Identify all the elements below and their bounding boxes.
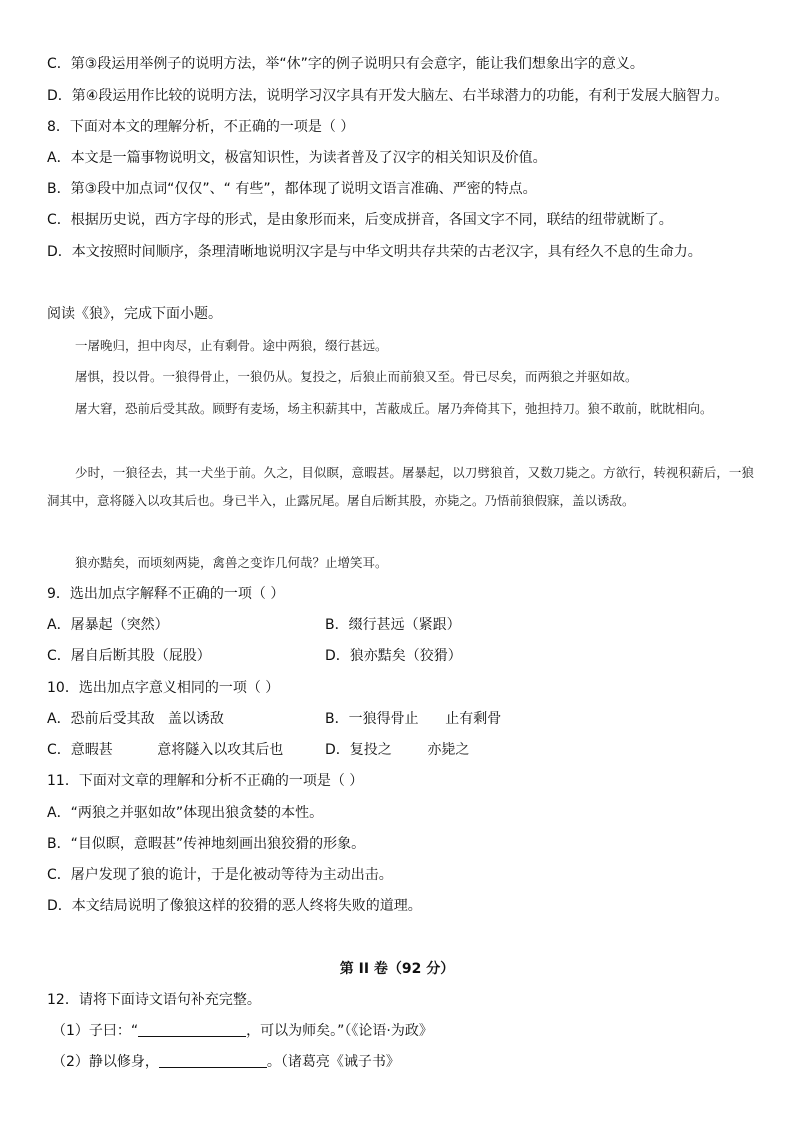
q11-option-d: D．本文结局说明了像狼这样的狡猾的恶人终将失败的道理。 (47, 898, 422, 914)
q11-option-c: C．屠户发现了狼的诡计，于是化被动等待为主动出击。 (47, 867, 393, 883)
q9-option-a: A．屠暴起（突然） (47, 617, 169, 633)
q12-item-1 (52, 1021, 754, 1041)
q9-option-c: C．屠自后断其股（屁股） (47, 648, 211, 664)
passage-paragraph-4: 少时，一狼径去，其一犬坐于前。久之，目似瞑，意暇甚。屠暴起，以刀劈狼首，又数刀毙之。方欲行，转视积薪后，一狼洞其中，意将隧入以攻其后也。身已半入，止露尻尾。屠自后断其股，亦毙之。乃悟前狼假寐，盖以诱敌。 (47, 465, 754, 508)
q10-option-d: D．复投之 亦毙之 (325, 742, 470, 758)
q11-option-a: A．“两狼之并驱如故”体现出狼贪婪的本性。 (47, 805, 324, 821)
q8-option-b: B．第③段中加点词“仅仅”、“ 有些”，都体现了说明文语言准确、严密的特点。 (47, 181, 537, 197)
q11-option-b: B．“目似瞑，意暇甚”传神地刻画出狼狡猾的形象。 (47, 836, 366, 852)
part-two-heading: 第 II 卷（92 分） (339, 961, 455, 977)
q12-item-2-prefix: （2）静以修身， (52, 1054, 159, 1070)
q8-option-c: C．根据历史说，西方字母的形式，是由象形而来，后变成拼音，各国文字不同，联结的纽带就断了。 (47, 212, 673, 228)
q9-option-b: B．缀行甚远（紧跟） (325, 617, 461, 633)
passage-paragraph-5: 狼亦黠矣，而顷刻两毙，禽兽之变诈几何哉？止增笑耳。 (75, 555, 388, 570)
q10-stem: 10．选出加点字意义相同的一项（ ） (47, 680, 280, 696)
q12-item-1-suffix: ，可以为师矣。”（《论语·为政》 (246, 1023, 433, 1039)
passage-paragraph-3: 屠大窘，恐前后受其敌。顾野有麦场，场主积薪其中，苫蔽成丘。屠乃奔倚其下，弛担持刀。狼不敢前，眈眈相向。 (75, 401, 713, 416)
q9-option-d: D．狼亦黠矣（狡猾） (325, 648, 462, 664)
q9-stem: 9．选出加点字解释不正确的一项（ ） (47, 586, 285, 602)
q10-option-a: A．恐前后受其敌 盖以诱敌 (47, 711, 224, 727)
q7-option-c: C．第③段运用举例子的说明方法，举“休”字的例子说明只有会意字，能让我们想象出字的意义。 (47, 56, 644, 72)
q12-item-1-prefix: （1）子曰：“ (52, 1023, 139, 1039)
q12-item-2-blank[interactable] (159, 1053, 267, 1068)
q7-option-d: D．第④段运用作比较的说明方法，说明学习汉字具有开发大脑左、右半球潜力的功能，有利于发展大脑智力。 (47, 88, 729, 104)
q10-option-b: B．一狼得骨止 止有剩骨 (325, 711, 502, 727)
q12-item-2-suffix: 。（诸葛亮《诫子书》 (266, 1054, 400, 1070)
q10-option-c: C．意暇甚 意将隧入以攻其后也 (47, 742, 284, 758)
passage-paragraph-2: 屠惧，投以骨。一狼得骨止，一狼仍从。复投之，后狼止而前狼又至。骨已尽矣，而两狼之并驱如故。 (75, 369, 638, 384)
q8-option-a: A．本文是一篇事物说明文，极富知识性，为读者普及了汉字的相关知识及价值。 (47, 150, 547, 166)
q8-stem: 8．下面对本文的理解分析，不正确的一项是（ ） (47, 119, 355, 135)
q12-stem: 12．请将下面诗文语句补充完整。 (47, 992, 261, 1008)
reading-instruction: 阅读《狼》，完成下面小题。 (47, 306, 222, 322)
passage-paragraph-1: 一屠晚归，担中肉尽，止有剩骨。途中两狼，缀行甚远。 (75, 338, 388, 353)
q12-item-1-blank[interactable] (138, 1022, 246, 1037)
q11-stem: 11．下面对文章的理解和分析不正确的一项是（ ） (47, 773, 364, 789)
q12-item-2 (52, 1052, 754, 1072)
q8-option-d: D．本文按照时间顺序，条理清晰地说明汉字是与中华文明共存共荣的古老汉字，具有经久不息的生命力。 (47, 244, 702, 260)
